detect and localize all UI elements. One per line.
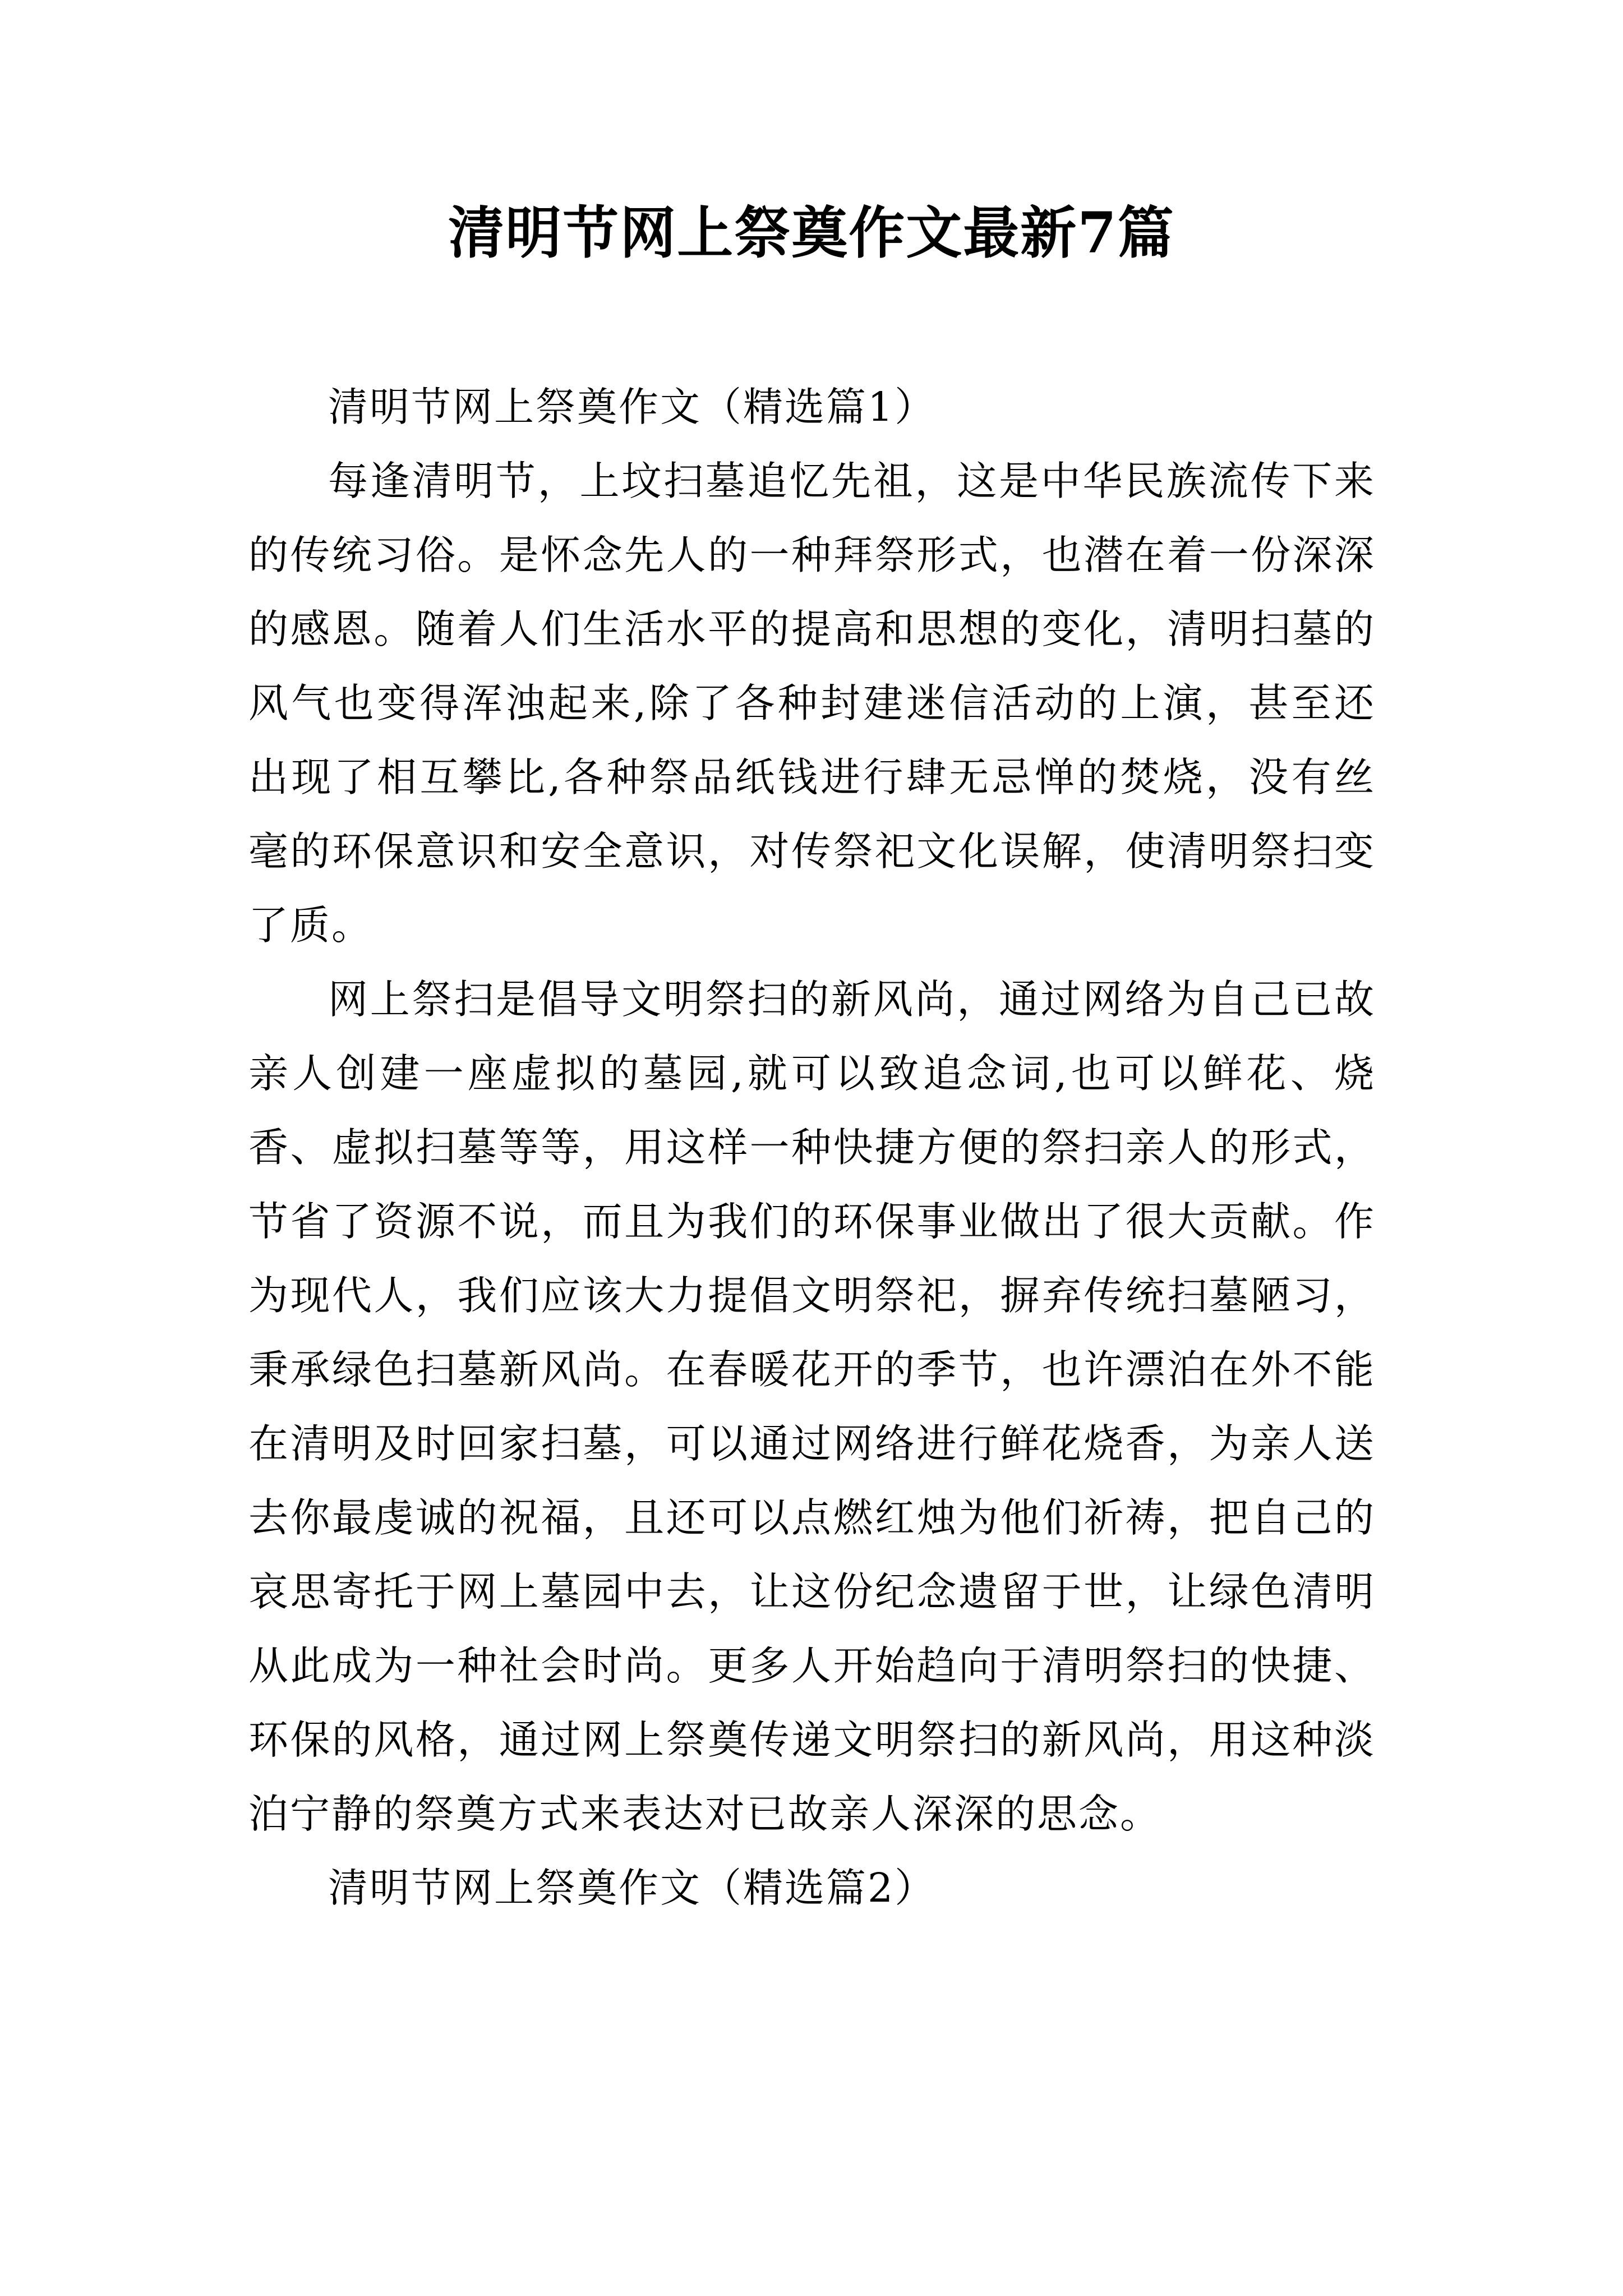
paragraph-1: 每逢清明节，上坟扫墓追忆先祖，这是中华民族流传下来的传统习俗。是怀念先人的一种拜祭形式，也潜在着一份深深的感恩。随着人们生活水平的提高和思想的变化，清明扫墓的风气也变得浑浊起来,除了各种封建迷信活动的上演，甚至还出现了相互攀比,各种祭品纸钱进行肆无忌惮的焚烧，没有丝毫的环保意识和安全意识，对传祭祀文化误解，使清明祭扫变了质。: [248, 458, 1376, 949]
document-body: [248, 370, 1376, 1925]
document-title: 清明节网上祭奠作文最新7篇: [448, 200, 1175, 266]
section-heading-2: 清明节网上祭奠作文（精选篇2）: [328, 1865, 937, 1911]
paragraph-2: 网上祭扫是倡导文明祭扫的新风尚，通过网络为自己已故亲人创建一座虚拟的墓园,就可以致追念词,也可以鲜花、烧香、虚拟扫墓等等，用这样一种快捷方便的祭扫亲人的形式，节省了资源不说，而且为我们的环保事业做出了很大贡献。作为现代人，我们应该大力提倡文明祭祀，摒弃传统扫墓陋习，秉承绿色扫墓新风尚。在春暖花开的季节，也许漂泊在外不能在清明及时回家扫墓，可以通过网络进行鲜花烧香，为亲人送去你最虔诚的祝福，且还可以点燃红烛为他们祈祷，把自己的哀思寄托于网上墓园中去，让这份纪念遗留于世，让绿色清明从此成为一种社会时尚。更多人开始趋向于清明祭扫的快捷、环保的风格，通过网上祭奠传递文明祭扫的新风尚，用这种淡泊宁静的祭奠方式来表达对已故亲人深深的思念。: [248, 976, 1376, 1837]
section-heading-1: 清明节网上祭奠作文（精选篇1）: [328, 384, 937, 430]
